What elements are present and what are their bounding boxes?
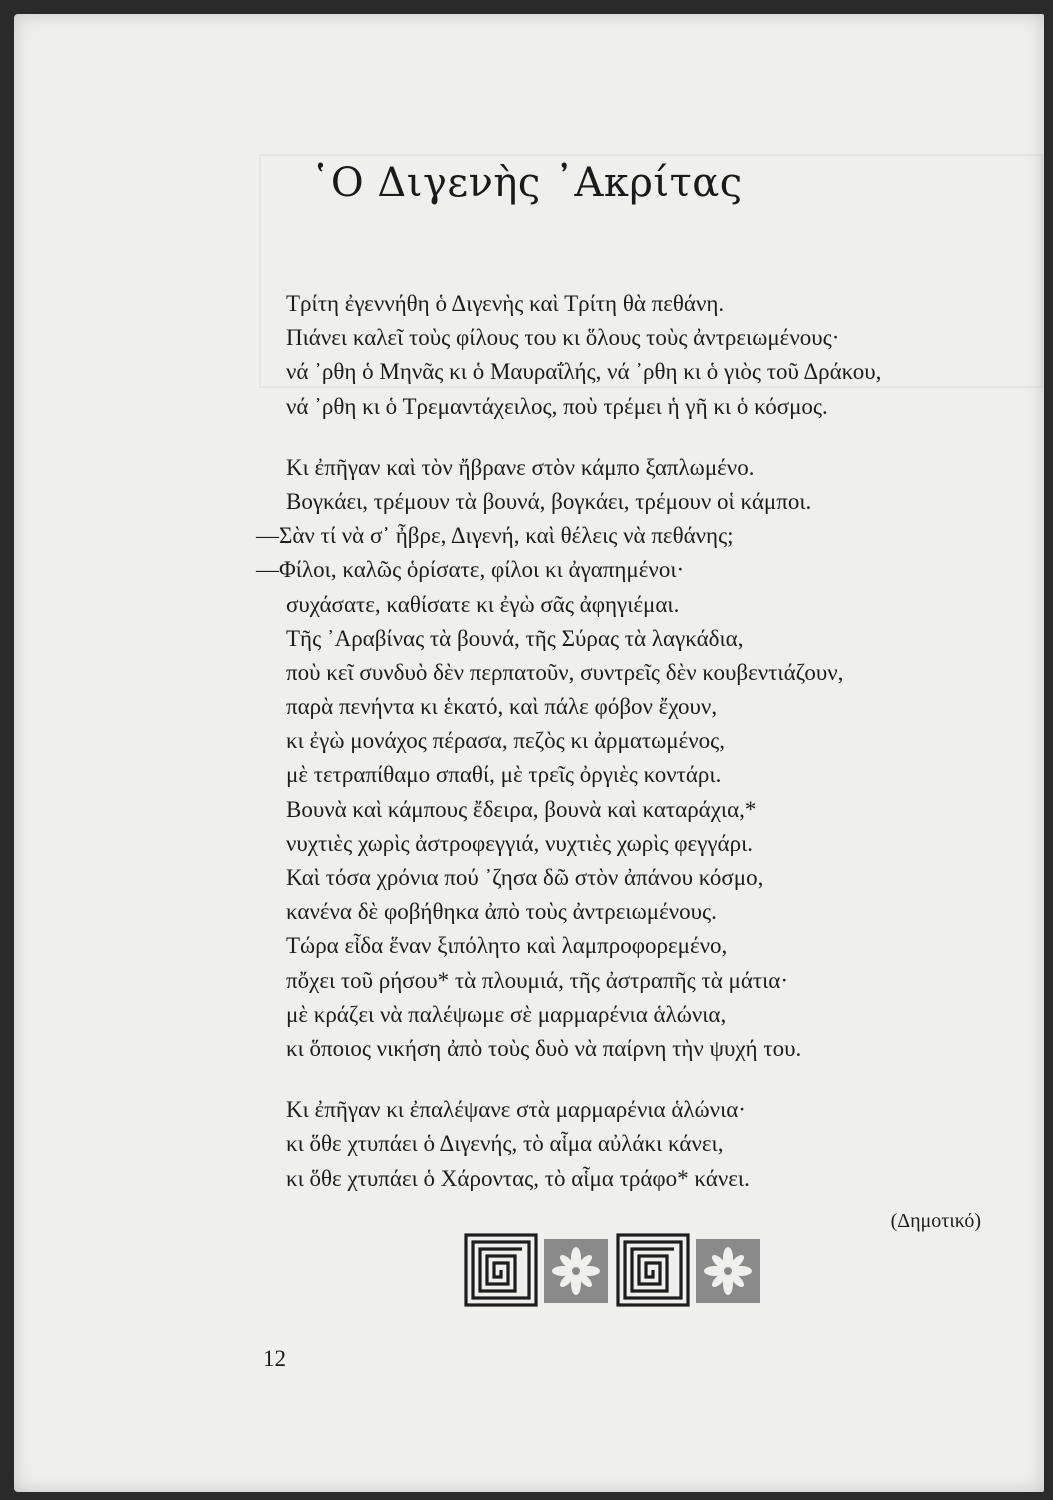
poem-line: πὄχει τοῦ ρήσου* τὰ πλουμιά, τῆς ἀστραπῆς τὰ μάτια· [286,967,789,993]
poem-line: νά ᾽ρθη ὁ Μηνᾶς κι ὁ Μαυραΐλής, νά ᾽ρθη κι ὁ γιὸς τοῦ Δράκου, [286,359,882,385]
meander-square-icon [466,1235,536,1305]
rosette-tile-icon [544,1239,608,1303]
poem-line: Κι ἐπῆγαν καὶ τὸν ἤβρανε στὸν κάμπο ξαπλωμένο. [286,454,755,480]
poem-line: νά ᾽ρθη κι ὁ Τρεμαντάχειλος, ποὺ τρέμει ἡ γῆ κι ὁ κόσμος. [286,393,828,419]
poem-title: ῾Ο Διγενὴς ᾿Ακρίτας [310,160,743,206]
poem-line: Βουνὰ καὶ κάμπους ἔδειρα, βουνὰ καὶ καταράχια,* [286,796,757,822]
attribution: (Δημοτικό) [890,1210,981,1232]
poem-body [256,287,1046,1223]
poem-line: παρὰ πενήντα κι ἑκατό, καὶ πάλε φόβον ἔχουν, [286,694,718,720]
poem-line: Πιάνει καλεῖ τοὺς φίλους του κι ὅλους τοὺς ἀντρειωμένους· [286,325,840,351]
poem-line: μὲ κράζει νὰ παλέψωμε σὲ μαρμαρένια ἁλώνια, [286,1001,727,1027]
stanza-2 [256,451,1046,1066]
poem-line: κανένα δὲ φοβήθηκα ἀπὸ τοὺς ἀντρειωμένους. [286,899,717,925]
poem-line: Τώρα εἶδα ἕναν ξιπόλητο καὶ λαμπροφορεμένο, [286,933,728,959]
poem-line: Βογκάει, τρέμουν τὰ βουνά, βογκάει, τρέμουν οἱ κάμποι. [286,488,812,514]
poem-line: —Φίλοι, καλῶς ὁρίσατε, φίλοι κι ἀγαπημένοι· [256,557,685,583]
poem-line: μὲ τετραπίθαμο σπαθί, μὲ τρεῖς ὀργιὲς κοντάρι. [286,762,722,788]
greek-key-ornament [464,1233,764,1307]
poem-line: Καὶ τόσα χρόνια πού ᾽ζησα δῶ στὸν ἀπάνου κόσμο, [286,865,764,890]
poem-line: νυχτιὲς χωρὶς ἀστροφεγγιά, νυχτιὲς χωρὶς φεγγάρι. [286,830,754,856]
page-number: 12 [263,1346,286,1371]
poem-line: κι ὅποιος νικήση ἀπὸ τοὺς δυὸ νὰ παίρνη τὴν ψυχή του. [286,1035,802,1061]
poem-line: κι ὅθε χτυπάει ὁ Διγενής, τὸ αἷμα αὐλάκι κάνει, [286,1131,724,1157]
poem-line: Τῆς ᾽Αραβίνας τὰ βουνά, τῆς Σύρας τὰ λαγκάδια, [286,625,744,651]
poem-line: —Σὰν τί νὰ σ᾽ ἦβρε, Διγενή, καὶ θέλεις νὰ πεθάνης; [256,523,734,549]
poem-line: συχάσατε, καθίσατε κι ἐγὼ σᾶς ἀφηγιέμαι. [286,591,680,617]
poem-line: ποὺ κεῖ συνδυὸ δὲν περπατοῦν, συντρεῖς δὲν κουβεντιάζουν, [286,659,844,685]
poem-line: Τρίτη ἐγεννήθη ὁ Διγενὴς καὶ Τρίτη θὰ πεθάνη. [286,291,725,316]
meander-square-icon [618,1235,688,1305]
rosette-tile-icon [696,1239,760,1303]
stanza-3 [286,1093,1046,1196]
poem-line: Κι ἐπῆγαν κι ἐπαλέψανε στὰ μαρμαρένια ἁλώνια· [286,1097,746,1123]
poem-line: κι ὅθε χτυπάει ὁ Χάροντας, τὸ αἷμα τράφο* κάνει. [286,1165,750,1191]
stanza-1 [286,287,1046,424]
poem-line: κι ἐγὼ μονάχος πέρασα, πεζὸς κι ἀρματωμένος, [286,728,726,754]
